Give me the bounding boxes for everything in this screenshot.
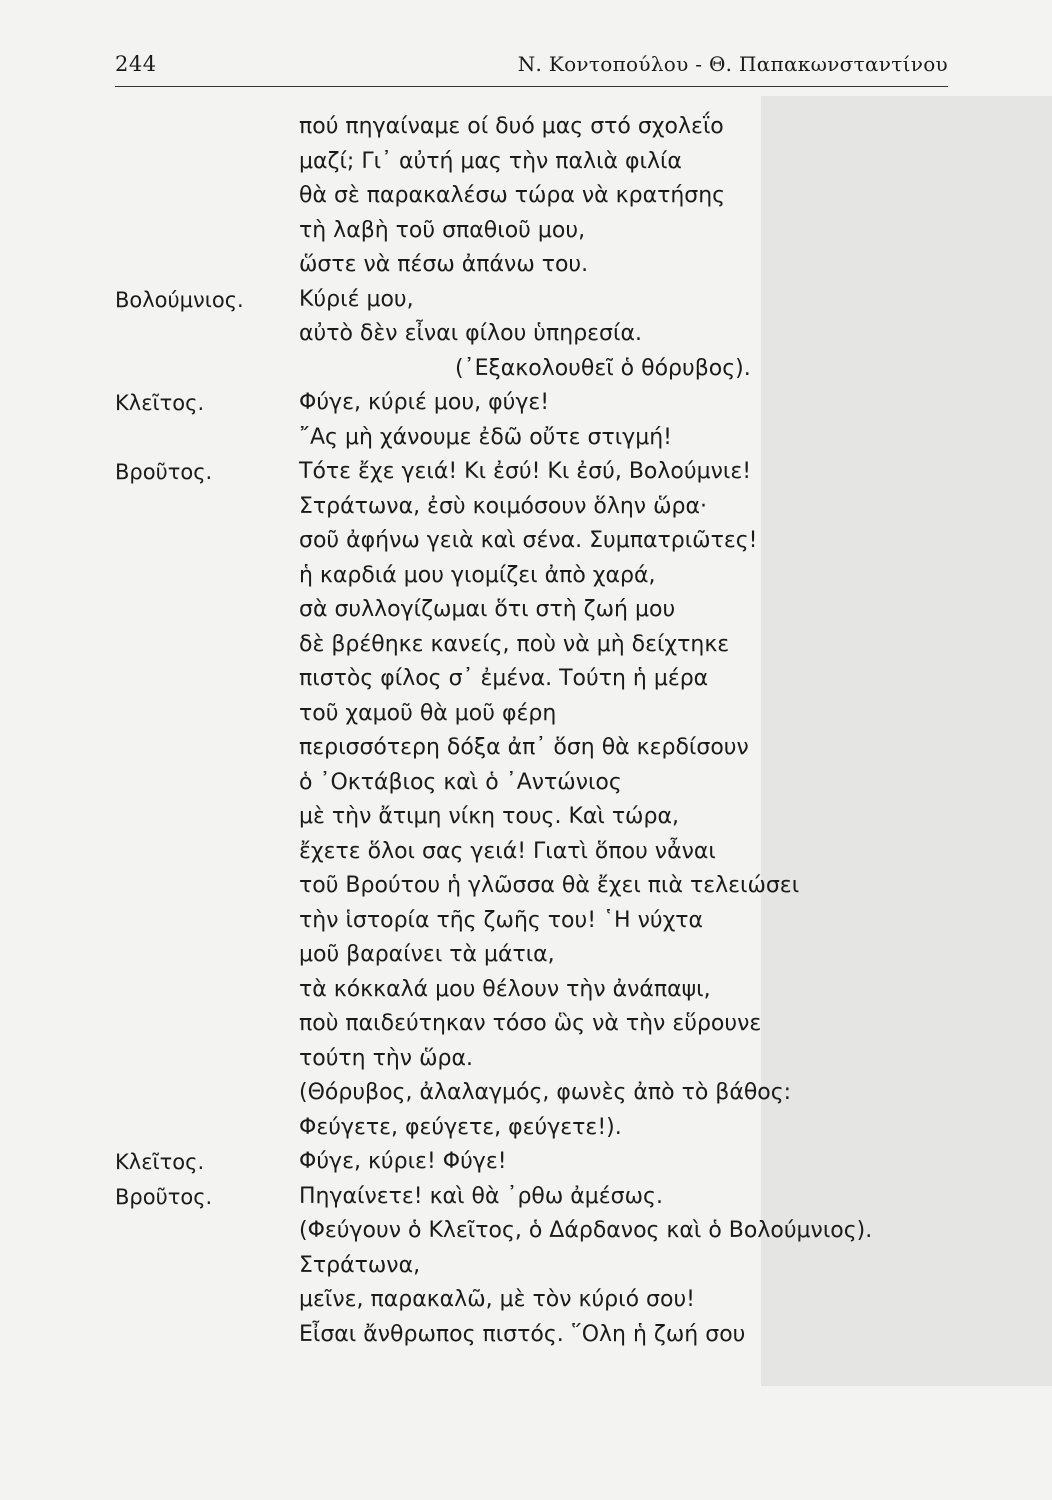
verse-line: μοῦ βαραίνει τὰ μάτια, [299, 942, 555, 967]
text-line [115, 1076, 995, 1111]
verse-line: ποὺ παιδεύτηκαν τόσο ὣς νὰ τὴν εὕρουνε [299, 1011, 762, 1036]
page-header [115, 48, 948, 84]
verse-line: Φεύγετε, φεύγετε, φεύγετε!). [299, 1114, 622, 1140]
text-line [115, 1283, 995, 1318]
verse-line: ὁ ᾽Οκτάβιος καὶ ὁ ᾽Αντώνιος [299, 769, 622, 795]
verse-line: (Φεύγουν ὁ Κλεῖτος, ὁ Δάρδανος καὶ ὁ Βολούμνιος). [299, 1218, 873, 1243]
verse-line: σοῦ ἀφήνω γειὰ καὶ σένα. Συμπατριῶτες! [299, 528, 758, 553]
text-line [115, 973, 995, 1008]
stage-direction: (᾽Εξακολουθεῖ ὁ θόρυβος). [455, 355, 751, 381]
verse-line: αὐτὸ δὲν εἶναι φίλου ὑπηρεσία. [299, 321, 642, 346]
text-line [115, 593, 995, 628]
text-line [115, 697, 995, 732]
text-line [115, 1318, 995, 1353]
verse-line: πιστὸς φίλος σ᾽ ἐμένα. Τούτη ἡ μέρα [299, 666, 709, 691]
text-line [115, 1145, 995, 1180]
verse-line: δὲ βρέθηκε κανείς, ποὺ νὰ μὴ δείχτηκε [299, 631, 730, 657]
verse-line: μαζί; Γι᾽ αὐτή μας τὴν παλιὰ φιλία [299, 148, 682, 174]
verse-line: περισσότερη δόξα ἀπ᾽ ὅση θὰ κερδίσουν [299, 735, 749, 760]
verse-line: Φύγε, κύριε! Φύγε! [299, 1149, 507, 1174]
speaker-name: Βροῦτος. [115, 1184, 213, 1209]
verse-line: ἡ καρδιά μου γιομίζει ἀπὸ χαρά, [299, 562, 656, 588]
speaker-name: Βροῦτος. [115, 460, 213, 484]
verse-line: Εἶσαι ἄνθρωπος πιστός. ῞Ολη ἡ ζωή σου [299, 1321, 746, 1347]
speaker-name: Κλεῖτος. [115, 391, 205, 415]
page-number: 244 [115, 52, 157, 76]
text-line [115, 869, 995, 904]
verse-line: τοῦ χαμοῦ θὰ μοῦ φέρη [299, 700, 557, 726]
verse-line: Στράτωνα, [299, 1252, 421, 1278]
text-line [115, 283, 995, 318]
text-line [115, 628, 995, 663]
text-line [115, 1007, 995, 1042]
verse-line: Τότε ἔχε γειά! Κι ἐσύ! Κι ἐσύ, Βολούμνιε! [299, 459, 752, 484]
verse-line: πού πηγαίναμε οί δυό μας στό σχολεΐο [299, 114, 724, 139]
verse-line: ὥστε νὰ πέσω ἀπάνω του. [299, 252, 589, 277]
text-line [115, 1180, 995, 1215]
text-line [115, 766, 995, 801]
verse-line: σὰ συλλογίζωμαι ὅτι στὴ ζωή μου [299, 597, 676, 622]
verse-line: τούτη τὴν ὥρα. [299, 1045, 473, 1071]
text-line [115, 248, 995, 283]
text-line [115, 835, 995, 870]
text-line [115, 1042, 995, 1077]
speaker-name: Κλεῖτος. [115, 1150, 205, 1174]
text-line [115, 110, 995, 145]
text-line [115, 214, 995, 249]
text-line [115, 559, 995, 594]
text-line [115, 1249, 995, 1284]
text-line [115, 1111, 995, 1146]
text-line [115, 490, 995, 525]
text-line [115, 904, 995, 939]
verse-line: τὴν ἱστορία τῆς ζωῆς του! ῾Η νύχτα [299, 907, 704, 933]
verse-line: Κύριέ μου, [299, 286, 414, 312]
text-line [115, 145, 995, 180]
text-line [115, 179, 995, 214]
verse-line: Στράτωνα, ἐσὺ κοιμόσουν ὅλην ὥρα· [299, 493, 707, 519]
text-line [115, 455, 995, 490]
text-line [115, 731, 995, 766]
verse-line: μὲ τὴν ἄτιμη νίκη τους. Καὶ τώρα, [299, 804, 679, 829]
text-line [115, 317, 995, 352]
text-line [115, 352, 995, 387]
speaker-name: Βολούμνιος. [115, 287, 244, 312]
play-text [115, 110, 995, 1352]
text-line [115, 524, 995, 559]
text-line [115, 1214, 995, 1249]
verse-line: τὰ κόκκαλά μου θέλουν τὴν ἀνάπαψι, [299, 976, 711, 1002]
verse-line: θὰ σὲ παρακαλέσω τώρα νὰ κρατήσης [299, 183, 726, 208]
verse-line: Φύγε, κύριέ μου, φύγε! [299, 390, 550, 415]
header-rule [115, 86, 948, 87]
verse-line: (Θόρυβος, ἀλαλαγμός, φωνὲς ἀπὸ τὸ βάθος: [299, 1080, 792, 1105]
verse-line: ῎Ας μὴ χάνουμε ἐδῶ οὔτε στιγμή! [299, 424, 672, 450]
running-title: Ν. Κοντοπούλου - Θ. Παπακωνσταντίνου [517, 52, 948, 76]
text-line [115, 662, 995, 697]
verse-line: ἔχετε ὅλοι σας γειά! Γιατὶ ὅπου νἆναι [299, 838, 716, 864]
text-line [115, 800, 995, 835]
verse-line: μεῖνε, παρακαλῶ, μὲ τὸν κύριό σου! [299, 1287, 695, 1312]
text-line [115, 386, 995, 421]
verse-line: τοῦ Βρούτου ἡ γλῶσσα θὰ ἔχει πιὰ τελειώσει [299, 873, 800, 898]
text-line [115, 938, 995, 973]
verse-line: τὴ λαβὴ τοῦ σπαθιοῦ μου, [299, 217, 586, 243]
text-line [115, 421, 995, 456]
verse-line: Πηγαίνετε! καὶ θὰ ᾽ρθω ἀμέσως. [299, 1183, 663, 1209]
